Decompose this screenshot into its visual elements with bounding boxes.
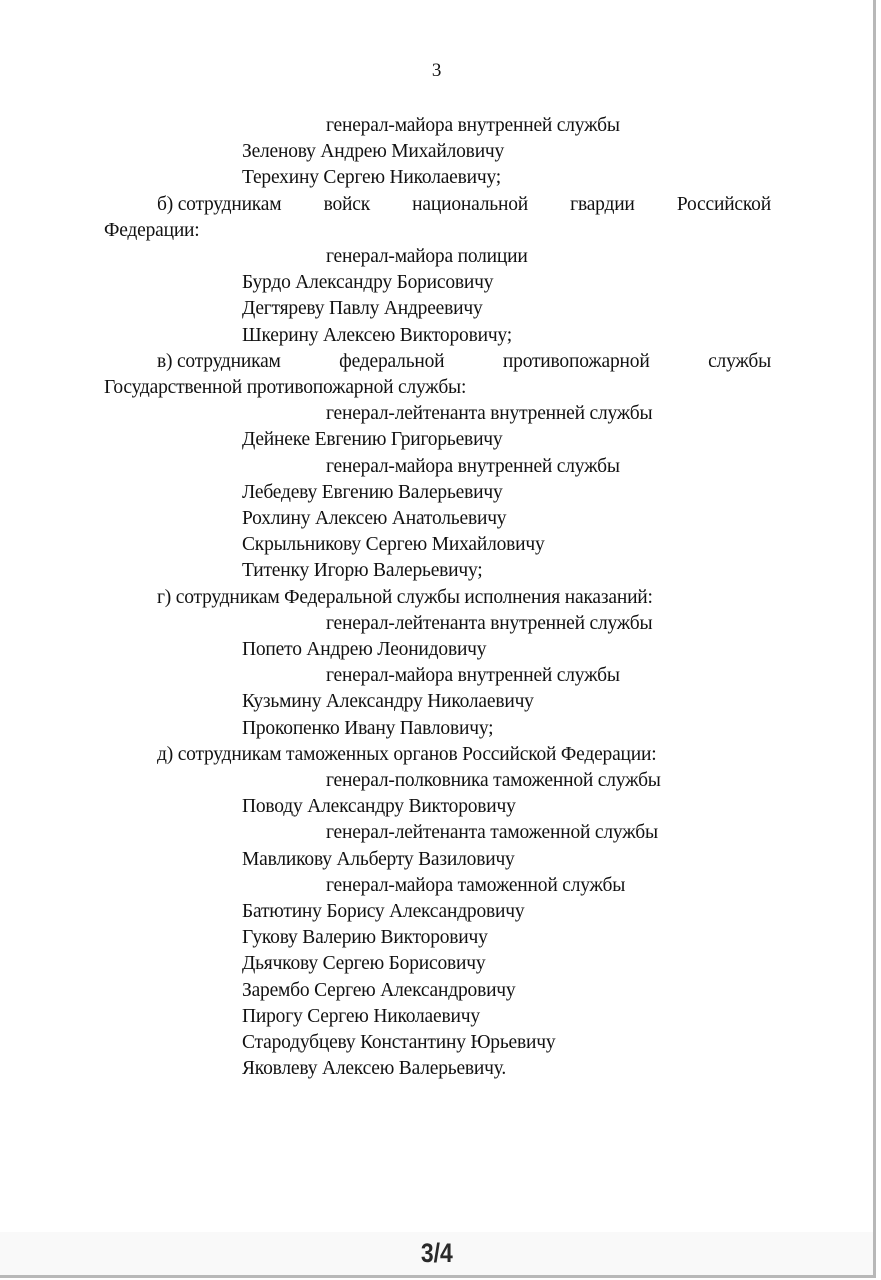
recipient-name: Яковлеву Алексею Валерьевичу. xyxy=(242,1058,507,1080)
recipient-name: Гукову Валерию Викторовичу xyxy=(242,927,488,949)
section-continuation: Федерации: xyxy=(104,219,200,241)
page-indicator: 3/4 xyxy=(420,1238,453,1268)
rank-heading: генерал-майора таможенной службы xyxy=(326,874,626,896)
recipient-name: Стародубцеву Константину Юрьевичу xyxy=(242,1032,556,1053)
word: службы xyxy=(708,350,771,372)
page-number: 3 xyxy=(431,60,442,81)
rank-heading: генерал-лейтенанта таможенной службы xyxy=(326,822,658,844)
recipient-name: Титенку Игорю Валерьевичу; xyxy=(242,560,483,582)
recipient-name: Батютину Борису Александровичу xyxy=(242,901,525,922)
section-item xyxy=(157,349,771,375)
section-item xyxy=(157,192,771,218)
rank-heading: генерал-майора внутренней службы xyxy=(326,665,620,687)
recipient-name: Дьячкову Сергею Борисовичу xyxy=(242,953,486,975)
word: Российской xyxy=(676,193,771,215)
rank-heading: генерал-лейтенанта внутренней службы xyxy=(326,403,653,425)
recipient-name: Дейнеке Евгению Григорьевичу xyxy=(242,429,503,451)
rank-heading: генерал-лейтенанта внутренней службы xyxy=(326,612,653,634)
word: в) сотрудникам xyxy=(157,350,281,372)
word: национальной xyxy=(412,193,528,215)
recipient-name: Терехину Сергею Николаевичу; xyxy=(242,167,502,189)
word: противопожарной xyxy=(502,350,650,372)
recipient-name: Зеленову Андрею Михайловичу xyxy=(242,141,505,163)
recipient-name: Поводу Александру Викторовичу xyxy=(242,796,516,818)
recipient-name: Бурдо Александру Борисовичу xyxy=(242,272,494,294)
recipient-name: Дегтяреву Павлу Андреевичу xyxy=(242,298,483,320)
rank-heading: генерал-полковника таможенной службы xyxy=(326,770,661,791)
rank-heading: генерал-майора внутренней службы xyxy=(326,115,620,136)
recipient-name: Скрыльникову Сергею Михайловичу xyxy=(242,534,545,556)
rank-heading: генерал-майора полиции xyxy=(326,246,528,267)
recipient-name: Кузьмину Александру Николаевичу xyxy=(242,691,534,713)
recipient-name: Шкерину Алексею Викторовичу; xyxy=(242,324,512,346)
word: войск xyxy=(323,193,370,215)
section-item: г) сотрудникам Федеральной службы исполнения наказаний: xyxy=(157,586,653,608)
section-continuation: Государственной противопожарной службы: xyxy=(104,377,467,398)
recipient-name: Рохлину Алексею Анатольевичу xyxy=(242,508,507,529)
recipient-name: Попето Андрею Леонидовичу xyxy=(242,639,487,660)
word: б) сотрудникам xyxy=(157,193,282,215)
recipient-name: Лебедеву Евгению Валерьевичу xyxy=(242,481,503,503)
rank-heading: генерал-майора внутренней службы xyxy=(326,455,620,477)
word: гвардии xyxy=(570,193,635,215)
recipient-name: Прокопенко Ивану Павловичу; xyxy=(242,717,494,739)
viewer-footer xyxy=(0,1232,873,1275)
recipient-name: Пирогу Сергею Николаевичу xyxy=(242,1005,480,1027)
word: федеральной xyxy=(339,350,445,372)
recipient-name: Зарембо Сергею Александровичу xyxy=(242,979,516,1001)
recipient-name: Мавликову Альберту Вазиловичу xyxy=(242,848,515,870)
section-item: д) сотрудникам таможенных органов Российской Федерации: xyxy=(157,743,657,765)
